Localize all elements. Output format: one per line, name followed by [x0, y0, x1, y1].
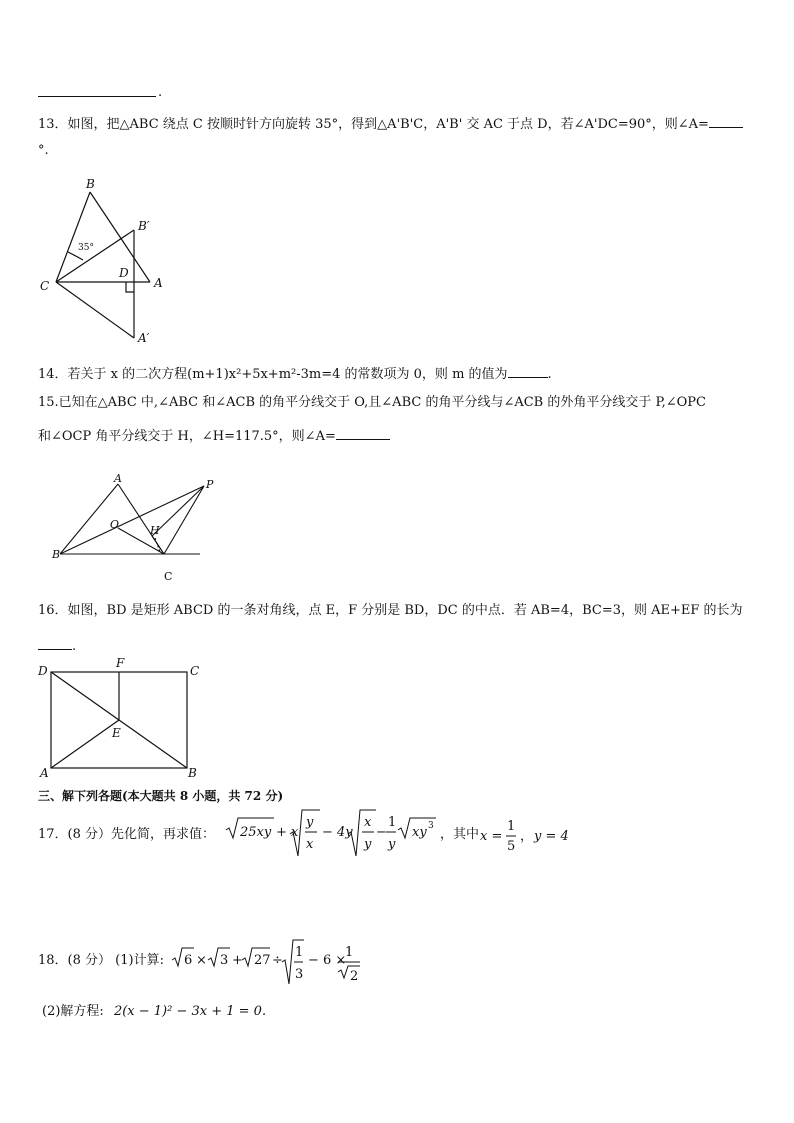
q15-label-C: C	[164, 570, 173, 583]
q13-label-C: C	[40, 279, 50, 293]
q18-part2-line	[42, 1003, 266, 1021]
q18-frac2-den: 2	[350, 969, 359, 984]
q15-seg-CP	[164, 486, 204, 554]
q18-n3: 3	[220, 953, 229, 968]
q13-label-A: A	[154, 276, 163, 290]
q17-frac2-num: x	[364, 815, 372, 830]
q15-label-O: O	[110, 518, 120, 531]
q18-minus: − 6 ×	[308, 953, 347, 968]
q17-op1: + x	[276, 825, 299, 840]
q16-answer-blank	[38, 636, 72, 650]
q15-label-H: H	[150, 524, 160, 537]
q15-seg-HC	[152, 536, 164, 554]
q13-seg-CAp	[56, 282, 134, 338]
q18-frac1-den: 3	[295, 967, 304, 982]
q13-text-line2: °.	[38, 143, 49, 158]
q16-label-C: C	[190, 664, 200, 678]
q17-where: ，其中	[440, 827, 480, 842]
q15-figure	[50, 472, 220, 587]
q17-values	[478, 814, 578, 858]
q17-frac1-den: x	[306, 837, 314, 852]
q18-prefix: 18．(8 分） (1)计算:	[38, 953, 164, 968]
q14-answer-blank	[508, 364, 548, 378]
q18-div: ÷	[272, 953, 283, 968]
q18-part2-label: (2)解方程:	[42, 1004, 104, 1019]
q13-text: 13．如图，把△ABC 绕点 C 按顺时针方向旋转 35°，得到△A'B'C，A'B' 交 AC 于点 D，若∠A'DC=90°，则∠A=	[38, 117, 709, 132]
q15-seg-BP	[60, 486, 204, 554]
q13-label-Bp: B′	[138, 219, 150, 233]
q17-frac3-num: 1	[388, 815, 397, 830]
q15-label-A: A	[114, 472, 122, 485]
q18-n27: 27	[254, 953, 271, 968]
q17-prefix: 17．(8 分）先化简，再求值：	[38, 827, 216, 842]
q18-expression	[170, 938, 370, 988]
q13-seg-CB	[56, 192, 90, 282]
q16-figure	[34, 656, 210, 782]
q16-text-line1: 16．如图，BD 是矩形 ABCD 的一条对角线，点 E，F 分别是 BD，DC 的中点．若 AB=4，BC=3，则 AE+EF 的长为	[38, 603, 743, 618]
q15-answer-blank	[336, 426, 390, 440]
q18-frac2-num: 1	[345, 945, 354, 960]
q16-label-D: D	[38, 664, 48, 678]
q13-label-B: B	[86, 177, 95, 191]
q16-label-E: E	[112, 726, 121, 740]
q16-label-A: A	[40, 766, 49, 780]
q13-answer-blank	[709, 114, 743, 128]
q17-term1: 25xy	[240, 825, 272, 840]
q18-frac1-num: 1	[295, 945, 304, 960]
q15-text-line1: 15.已知在△ABC 中,∠ABC 和∠ACB 的角平分线交于 O,且∠ABC 的角平分线与∠ACB 的外角平分线交于 P,∠OPC	[38, 395, 706, 410]
q13-right-angle-mark	[126, 282, 134, 292]
q13-figure	[36, 172, 176, 348]
q17-comma: ，	[520, 829, 534, 844]
q16-label-F: F	[116, 656, 125, 670]
q18-equation: 2(x − 1)² − 3x + 1 = 0.	[113, 1004, 267, 1019]
q13-label-Ap: A′	[138, 331, 150, 345]
q17-op3: −	[376, 825, 387, 840]
q14-end-period: .	[547, 367, 552, 382]
q15-seg-HP	[152, 486, 204, 536]
q15-label-P: P	[206, 478, 214, 491]
q17-y-equals: y = 4	[534, 829, 569, 844]
q17-x-num: 1	[507, 819, 516, 834]
q15-text-line2	[38, 426, 390, 446]
q12-answer-blank	[38, 96, 156, 97]
q13-label-D: D	[119, 266, 129, 280]
q17-frac3-den: y	[388, 837, 396, 852]
q15-text: 和∠OCP 角平分线交于 H，∠H=117.5°，则∠A=	[38, 429, 336, 444]
q17-term4: xy	[412, 825, 427, 840]
section3-title: 三、解下列各题(本大题共 8 小题，共 72 分)	[38, 789, 284, 803]
q14-text: 14．若关于 x 的二次方程(m+1)x²+5x+m²-3m=4 的常数项为 0，则 m 的值为	[38, 367, 508, 382]
q17-exp: 3	[428, 821, 434, 831]
q16-label-B: B	[188, 766, 197, 780]
q16-end-period: .	[72, 639, 77, 654]
q17-frac2-den: y	[364, 837, 372, 852]
q17-x-den: 5	[507, 839, 516, 854]
q13-text-line1	[38, 114, 743, 134]
q13-label-angle: 35°	[78, 243, 94, 253]
q17-x-equals: x =	[480, 829, 503, 844]
q18-n6: 6	[184, 953, 193, 968]
q17-op2: − 4y	[322, 825, 353, 840]
q18-plus: +	[232, 953, 243, 968]
q14-text-line	[38, 364, 552, 384]
q17-frac1-num: y	[306, 815, 314, 830]
q18-times1: ×	[196, 953, 207, 968]
q12-end-period: .	[158, 85, 163, 100]
q16-text-line2	[38, 636, 76, 656]
q13-angle-arc	[68, 252, 83, 260]
q15-label-B: B	[52, 548, 61, 561]
q16-seg-AE	[51, 720, 119, 768]
